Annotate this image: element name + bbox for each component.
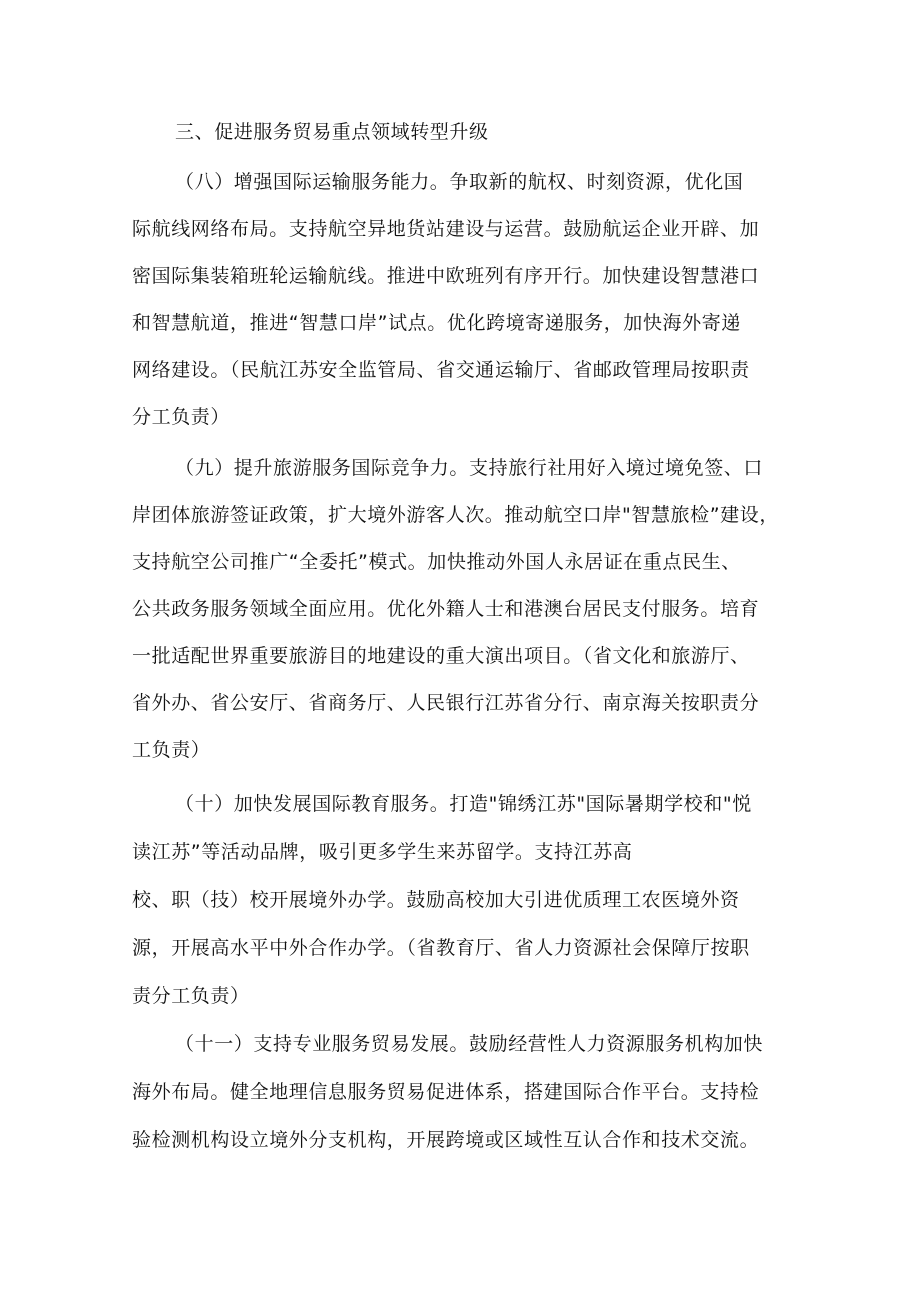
paragraph-line: 一批适配世界重要旅游目的地建设的重大演出项目。（省文化和旅游厅、	[132, 645, 750, 667]
paragraph-line: 分工负责）	[132, 406, 231, 428]
paragraph-line: 网络建设。（民航江苏安全监管局、省交通运输厅、省邮政管理局按职责	[132, 359, 750, 381]
paragraph-line: 校、职（技）校开展境外办学。鼓励高校加大引进优质理工农医境外资	[132, 889, 740, 911]
paragraph-line: 源，开展高水平中外合作办学。（省教育厅、省人力资源社会保障厅按职	[132, 937, 750, 959]
paragraph-line: 岸团体旅游签证政策，扩大境外游客人次。推动航空口岸"智慧旅检”建设，	[132, 504, 779, 526]
paragraph-line: （十一）支持专业服务贸易发展。鼓励经营性人力资源服务机构加快	[175, 1033, 764, 1055]
paragraph-line: 支持航空公司推广“全委托”模式。加快推动外国人永居证在重点民生、	[132, 551, 741, 573]
section-heading: 三、促进服务贸易重点领域转型升级	[175, 121, 489, 143]
paragraph-line: 公共政务服务领域全面应用。优化外籍人士和港澳台居民支付服务。培育	[132, 598, 760, 620]
paragraph-line: 和智慧航道，推进“智慧口岸”试点。优化跨境寄递服务，加快海外寄递	[132, 312, 741, 334]
paragraph-line: 读江苏”等活动品牌，吸引更多学生来苏留学。支持江苏高	[132, 841, 633, 863]
paragraph-line: 责分工负责）	[132, 985, 250, 1007]
paragraph-line: （十）加快发展国际教育服务。打造"锦绣江苏"国际暑期学校和"悦	[175, 793, 752, 815]
paragraph-line: 海外布局。健全地理信息服务贸易促进体系，搭建国际合作平台。支持检	[132, 1081, 760, 1103]
paragraph-line: （八）增强国际运输服务能力。争取新的航权、时刻资源，优化国	[175, 171, 744, 193]
paragraph-line: 工负责）	[132, 739, 211, 761]
paragraph-line: 验检测机构设立境外分支机构，开展跨境或区域性互认合作和技术交流。	[132, 1129, 760, 1151]
paragraph-line: 密国际集装箱班轮运输航线。推进中欧班列有序开行。加快建设智慧港口	[132, 265, 760, 287]
paragraph-line: （九）提升旅游服务国际竞争力。支持旅行社用好入境过境免签、口	[175, 457, 764, 479]
paragraph-line: 际航线网络布局。支持航空异地货站建设与运营。鼓励航运企业开辟、加	[132, 218, 760, 240]
paragraph-line: 省外办、省公安厅、省商务厅、人民银行江苏省分行、南京海关按职责分	[132, 692, 760, 714]
